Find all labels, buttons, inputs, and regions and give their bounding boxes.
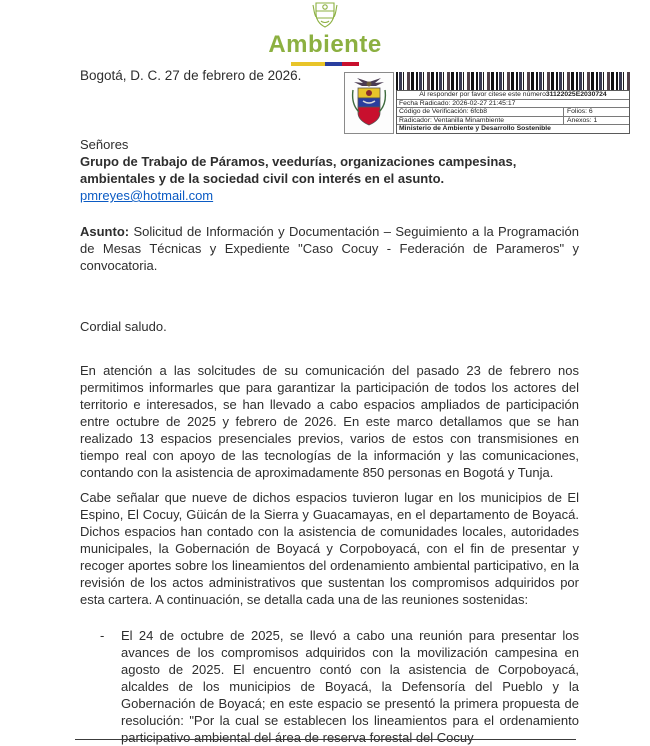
stamp-fecha-text: Fecha Radicado: 2026-02-27 21:45:17: [399, 99, 516, 107]
stamp-ministerio-text: Ministerio de Ambiente y Desarrollo Sostenible: [399, 125, 551, 133]
bullet-marker: -: [100, 628, 105, 643]
stamp-reply-line: [397, 91, 629, 100]
colombia-flag-bar: [291, 62, 359, 66]
stamp-reply-text: Al responder por favor citese este número: [419, 91, 546, 99]
email-link[interactable]: pmreyes@hotmail.com: [80, 188, 214, 203]
flag-red-stripe: [342, 62, 359, 66]
shield-logo-icon: [310, 0, 340, 30]
footer-divider: [75, 739, 576, 740]
date-line: Bogotá, D. C. 27 de febrero de 2026.: [80, 68, 302, 83]
registration-stamp: [344, 72, 630, 134]
recipient-salutation: Señores: [80, 137, 129, 152]
coat-of-arms-icon: [344, 72, 394, 134]
stamp-table: [396, 90, 630, 134]
stamp-ministerio-line: [397, 125, 629, 133]
stamp-folios-text: Folios: 6: [563, 108, 627, 116]
recipient-group: Grupo de Trabajo de Páramos, veedurías, organizaciones campesinas, ambientales y de la sociedad civil con interés en el asunto.: [80, 154, 517, 186]
bullet-text: El 24 de octubre de 2025, se llevó a cabo una reunión para presentar los avances de los compromisos adquiridos con la movilización campesina en agosto de 2025. El encuentro contó con la asistencia de Corpoboyacá, alcaldes de los municipios de Boyacá, la Defensoría del Pueblo y la Gobernación de Boyacá; en este espacio se presentó la primera propuesta de resolución: "Por la cual se establecen los lineamientos para el ordenamiento participativo ambiental del área de reserva forestal del Cocuy: [121, 628, 579, 745]
greeting: Cordial saludo.: [80, 319, 167, 334]
flag-blue-stripe: [325, 62, 342, 66]
body-paragraph-1: En atención a las solcitudes de su comunicación del pasado 23 de febrero nos permitimos informarles que para garantizar la participación de todos los actores del territorio e interesados, se han llevado a cabo espacios ampliados de participación entre octubre de 2025 y febrero de 2026. En este marco detallamos que se han realizado 13 espacios presenciales previos, varios de estos con transmisiones en tiempo real con apoyo de las tecnologías de la información y las comunicaciones, contando con la asistencia de aproximadamente 850 personas en Bogotá y Tunja.: [80, 363, 579, 480]
barcode: [396, 72, 630, 90]
subject-paragraph: [80, 223, 579, 274]
stamp-radicador-text: Radicador: Ventanilla Minambiente: [399, 116, 505, 124]
stamp-codigo-line: [397, 108, 629, 117]
recipient-email-line: [80, 187, 579, 204]
stamp-codigo-text: Código de Verificación: 6fcb8: [399, 108, 488, 116]
bullet-item: [100, 627, 579, 746]
ministry-logo: [0, 0, 650, 66]
stamp-number: 31122025E2030724: [545, 91, 607, 99]
stamp-anexos-text: Anexos: 1: [563, 117, 627, 125]
ministry-logo-text: Ambiente: [268, 31, 382, 58]
flag-yellow-stripe: [291, 62, 325, 66]
stamp-fecha-line: [397, 100, 629, 109]
stamp-radicador-line: [397, 117, 629, 126]
subject-text: Solicitud de Información y Documentación – Seguimiento a la Programación de Mesas Técnicas y Expediente "Caso Cocuy - Federación de Parameros" y convocatoria.: [80, 224, 579, 273]
body-paragraph-2: Cabe señalar que nueve de dichos espacios tuvieron lugar en los municipios de El Espino, El Cocuy, Güicán de la Sierra y Guacamayas, en el departamento de Boyacá. Dichos espacios han contado con la asistencia de comunidades locales, autoridades municipales, la Gobernación de Boyacá y Corpoboyacá, con el fin de presentar y recoger aportes sobre los lineamientos del ordenamiento ambiental participativo, en la revisión de los actos administrativos que sustentan los compromisos adquiridos por esta cartera. A continuación, se detalla cada una de las reuniones sostenidas:: [80, 490, 579, 607]
subject-label: Asunto:: [80, 224, 130, 239]
